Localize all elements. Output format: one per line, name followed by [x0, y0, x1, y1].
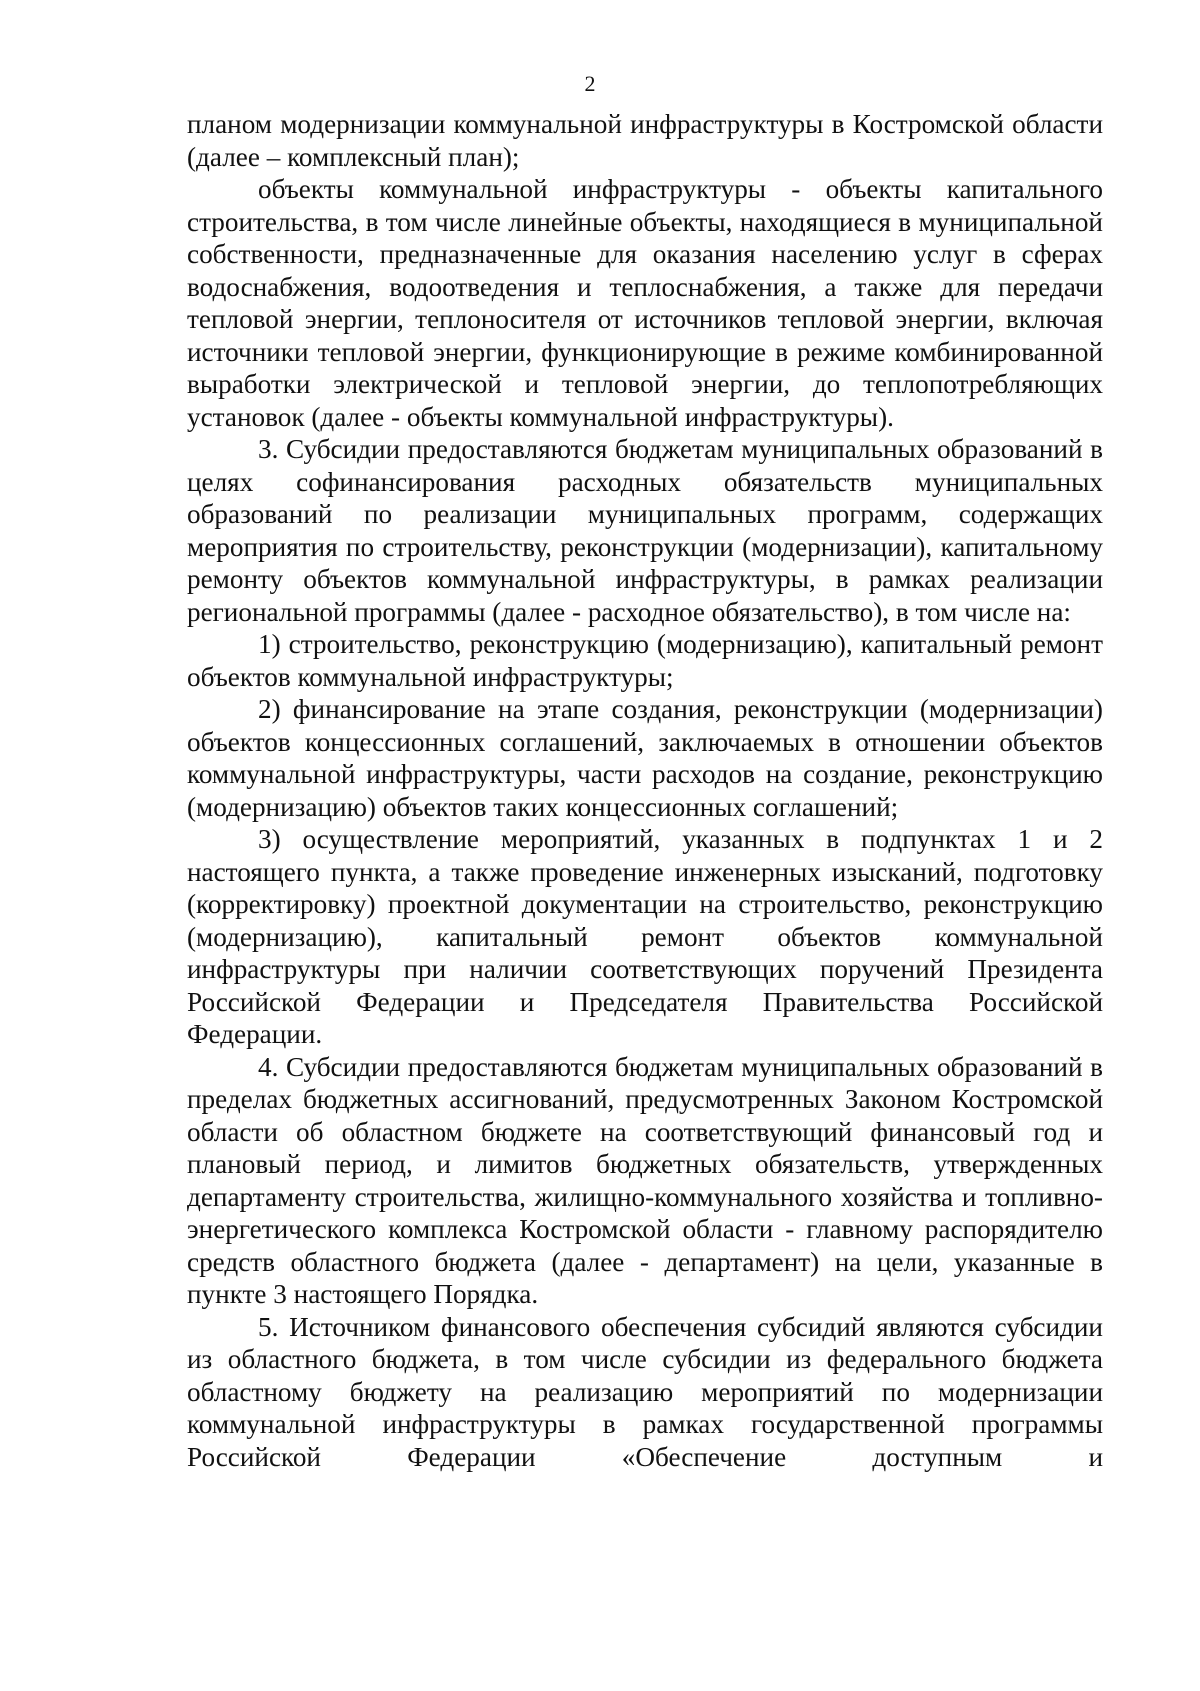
paragraph-definition-infrastructure: объекты коммунальной инфраструктуры - объекты капитального строительства, в том числе линейные объекты, находящиеся в муниципальной собственности, предназначенные для оказания населению услуг в сферах водоснабжения, водоотведения и теплоснабжения, а также для передачи тепловой энергии, теплоносителя от источников тепловой энергии, включая источники тепловой энергии, функционирующие в режиме комбинированной выработки электрической и тепловой энергии, до теплопотребляющих установок (далее - объекты коммунальной инфраструктуры). [187, 174, 1103, 432]
paragraph-item-5: 5. Источником финансового обеспечения субсидий являются субсидии из областного бюджета, в том числе субсидии из федерального бюджета областному бюджету на реализацию мероприятий по модернизации коммунальной инфраструктуры в рамках государственной программы Российской Федерации «Обеспечение доступным и [187, 1311, 1103, 1472]
document-body [187, 108, 1103, 1473]
paragraph-subitem-3: 3) осуществление мероприятий, указанных в подпунктах 1 и 2 настоящего пункта, а также проведение инженерных изысканий, подготовку (корректировку) проектной документации на строительство, реконструкцию (модернизацию), капитальный ремонт объектов коммунальной инфраструктуры при наличии соответствующих поручений Президента Российской Федерации и Председателя Правительства Российской Федерации. [187, 824, 1103, 1049]
page-number: 2 [584, 71, 596, 96]
paragraph-continuation: планом модернизации коммунальной инфраструктуры в Костромской области (далее – комплексный план); [187, 109, 1103, 172]
paragraph-item-3: 3. Субсидии предоставляются бюджетам муниципальных образований в целях софинансирования расходных обязательств муниципальных образований по реализации муниципальных программ, содержащих мероприятия по строительству, реконструкции (модернизации), капитальному ремонту объектов коммунальной инфраструктуры, в рамках реализации региональной программы (далее - расходное обязательство), в том числе на: [187, 434, 1103, 627]
paragraph-subitem-1: 1) строительство, реконструкцию (модернизацию), капитальный ремонт объектов коммунальной инфраструктуры; [187, 629, 1103, 692]
paragraph-subitem-2: 2) финансирование на этапе создания, реконструкции (модернизации) объектов концессионных соглашений, заключаемых в отношении объектов коммунальной инфраструктуры, части расходов на создание, реконструкцию (модернизацию) объектов таких концессионных соглашений; [187, 694, 1103, 822]
paragraph-item-4: 4. Субсидии предоставляются бюджетам муниципальных образований в пределах бюджетных ассигнований, предусмотренных Законом Костромской области об областном бюджете на соответствующий финансовый год и плановый период, и лимитов бюджетных обязательств, утвержденных департаменту строительства, жилищно-коммунального хозяйства и топливно-энергетического комплекса Костромской области - главному распорядителю средств областного бюджета (далее - департамент) на цели, указанные в пункте 3 настоящего Порядка. [187, 1051, 1103, 1309]
